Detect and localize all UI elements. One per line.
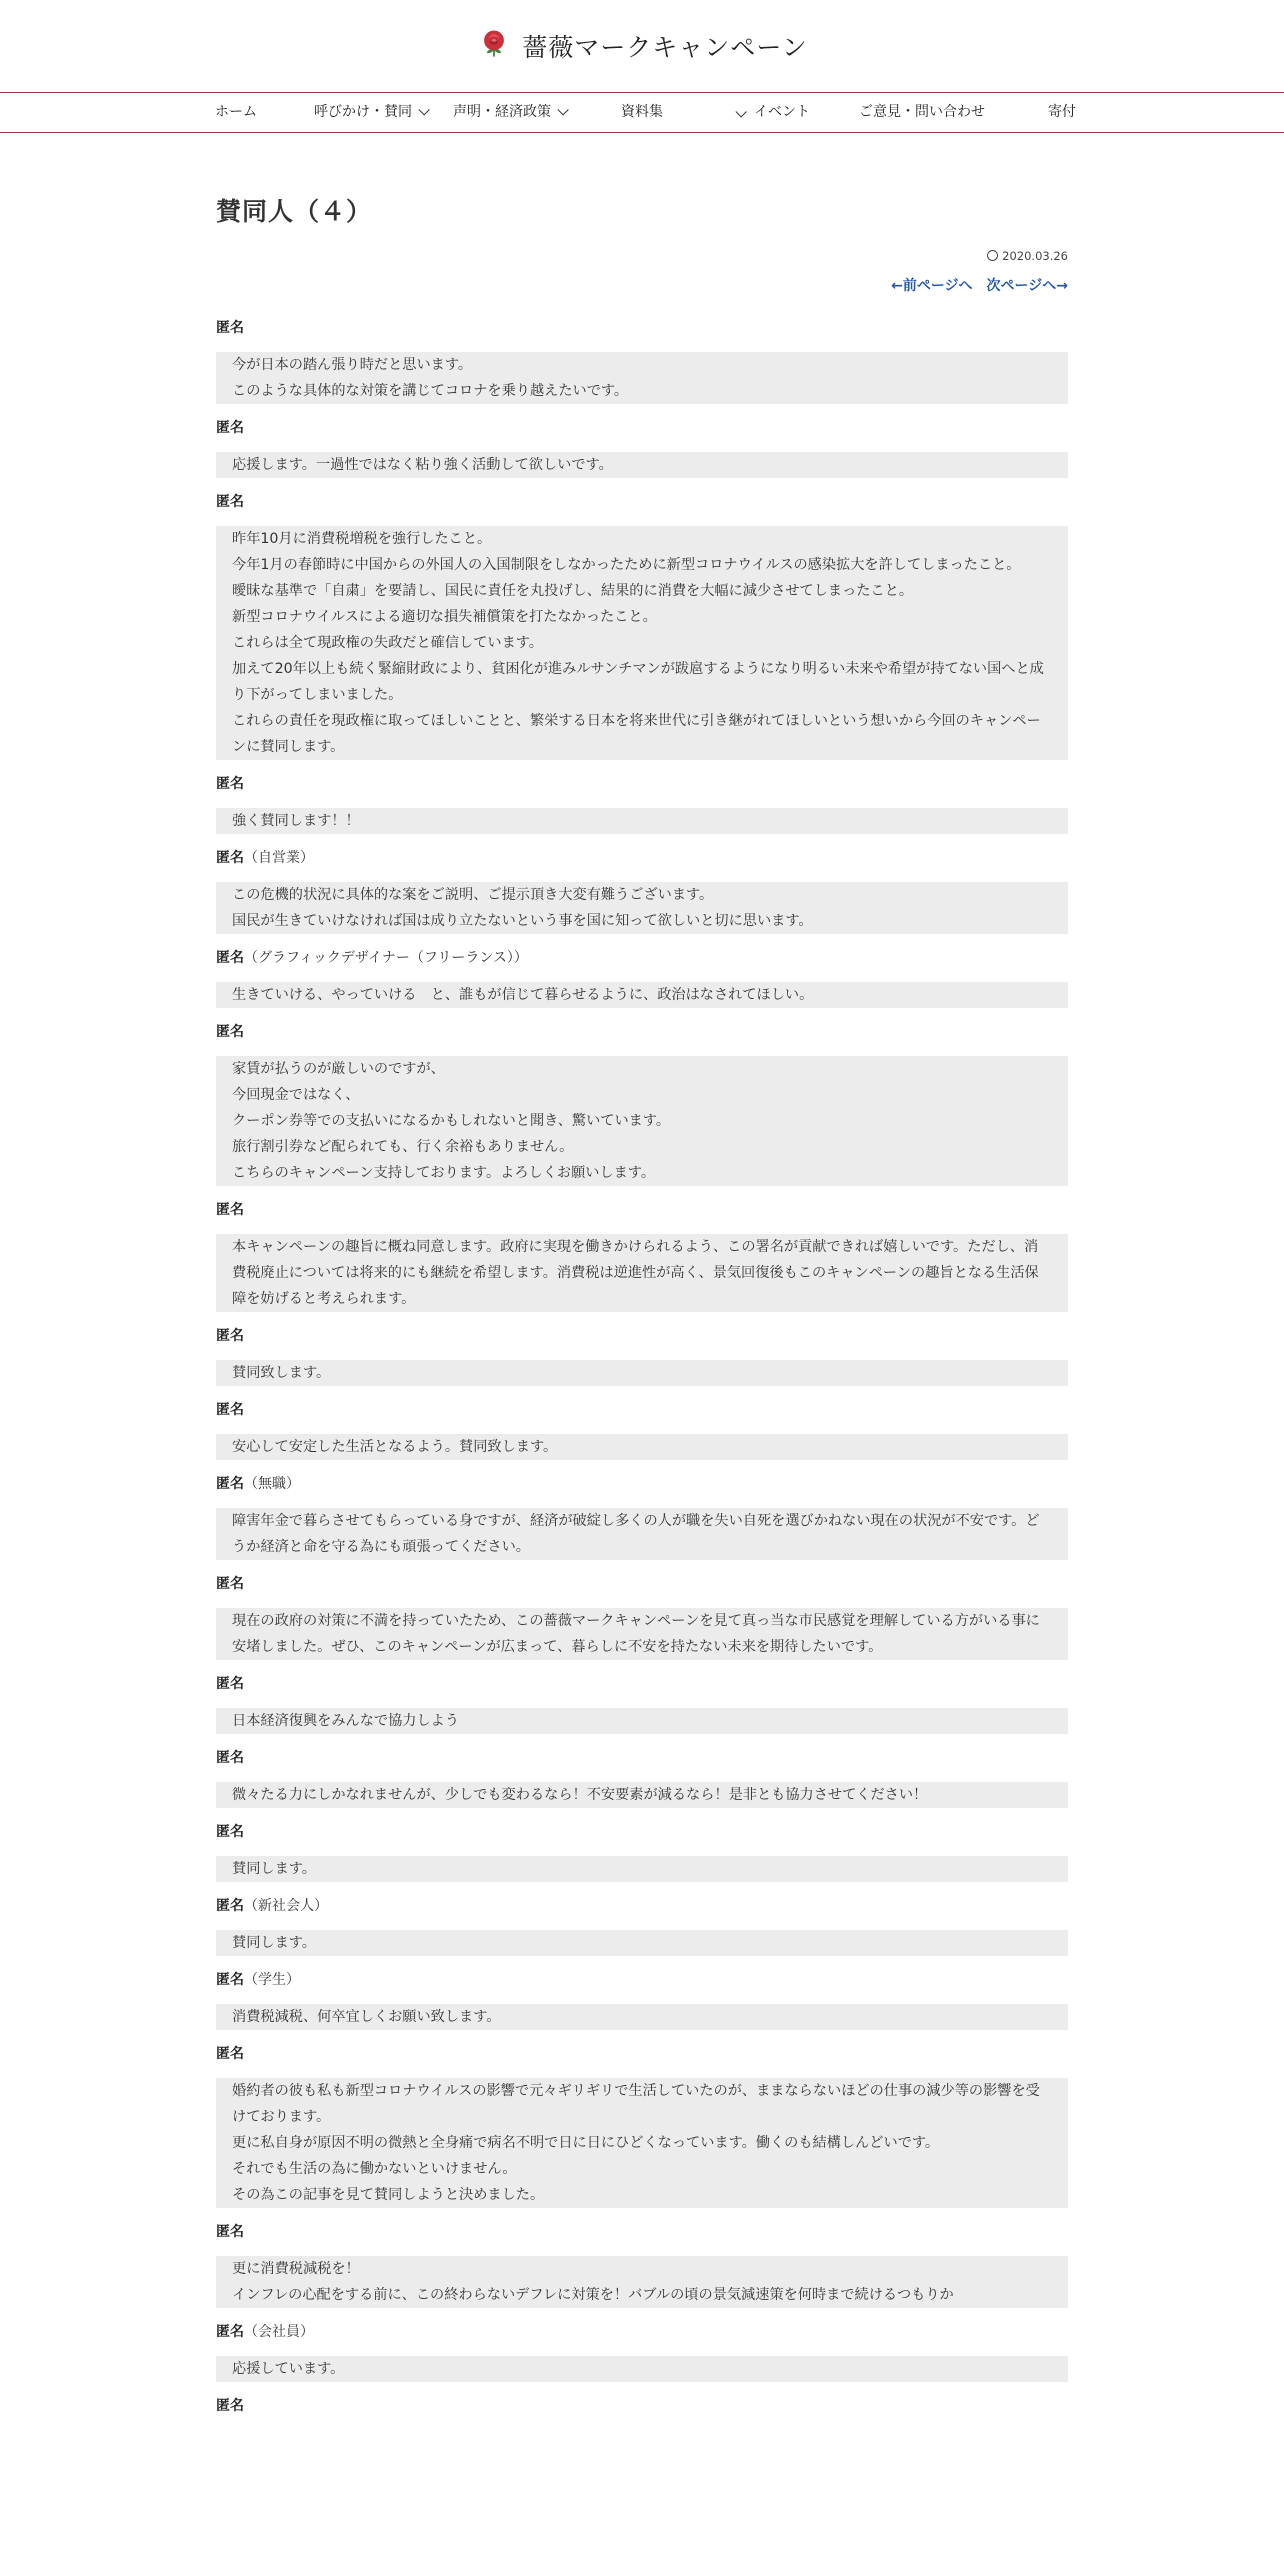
endorser-name-text: 匿名 <box>216 776 244 792</box>
endorser-name-text: 匿名 <box>216 420 244 436</box>
endorser-comment <box>216 2356 1068 2382</box>
nav-item-label: 寄付 <box>1048 104 1076 120</box>
list-item <box>216 770 1068 834</box>
chevron-down-icon <box>735 106 746 117</box>
comment-line: 日本経済復興をみんなで協力しよう <box>232 1713 460 1729</box>
endorser-name-text: 匿名 <box>216 2046 244 2062</box>
endorser-occupation: （自営業） <box>244 850 314 866</box>
endorser-name <box>216 1470 1068 1498</box>
endorser-name <box>216 414 1068 442</box>
endorser-name <box>216 1744 1068 1772</box>
comment-line: 昨年10月に消費税増税を強行したこと。 <box>232 531 492 547</box>
list-item <box>216 2318 1068 2382</box>
endorser-comment <box>216 452 1068 478</box>
endorser-list <box>216 314 1068 2420</box>
endorser-comment <box>216 982 1068 1008</box>
list-item <box>216 2392 1068 2420</box>
endorser-comment <box>216 882 1068 934</box>
comment-line: 消費税減税、何卒宜しくお願い致します。 <box>232 2009 501 2025</box>
comment-line: 応援します。一過性ではなく粘り強く活動して欲しいです。 <box>232 457 613 473</box>
nav-item-call-endorse[interactable] <box>314 93 426 132</box>
nav-item-label: ホーム <box>215 104 257 120</box>
site-logo[interactable] <box>476 26 808 66</box>
comment-line: 加えて20年以上も続く緊縮財政により、貧困化が進みルサンチマンが跋扈するようになり明るい未来や希望が持てない国へと成り下がってしまいました。 <box>232 661 1044 703</box>
nav-item-label: ご意見・問い合わせ <box>859 104 985 120</box>
nav-item-home[interactable] <box>215 93 257 132</box>
site-title: 薔薇マークキャンペーン <box>522 33 808 62</box>
endorser-name-text: 匿名 <box>216 1972 244 1988</box>
endorser-name <box>216 1322 1068 1350</box>
next-page-link[interactable]: 次ページへ→ <box>986 278 1068 294</box>
list-item <box>216 844 1068 934</box>
endorser-name-text: 匿名 <box>216 1576 244 1592</box>
endorser-name-text: 匿名 <box>216 1202 244 1218</box>
endorser-name-text: 匿名 <box>216 1476 244 1492</box>
list-item <box>216 2040 1068 2208</box>
comment-line: その為この記事を見て賛同しようと決めました。 <box>232 2187 545 2203</box>
nav-item-contact[interactable] <box>859 93 985 132</box>
clock-icon <box>987 250 998 261</box>
endorser-name <box>216 844 1068 872</box>
endorser-comment <box>216 1856 1068 1882</box>
endorser-comment <box>216 352 1068 404</box>
list-item <box>216 1396 1068 1460</box>
comment-line: 婚約者の彼も私も新型コロナウイルスの影響で元々ギリギリで生活していたのが、ままならないほどの仕事の減少等の影響を受けております。 <box>232 2083 1040 2125</box>
comment-line: 今が日本の踏ん張り時だと思います。 <box>232 357 473 373</box>
chevron-down-icon <box>418 104 429 115</box>
list-item <box>216 488 1068 760</box>
endorser-name <box>216 2218 1068 2246</box>
comment-line: 微々たる力にしかなれませんが、少しでも変わるなら！不安要素が減るなら！是非とも協力させてください！ <box>232 1787 928 1803</box>
endorser-name <box>216 2392 1068 2420</box>
list-item <box>216 1018 1068 1186</box>
comment-line: 今回現金ではなく、 <box>232 1087 360 1103</box>
comment-line: 生きていける、やっていける と、誰もが信じて暮らせるように、政治はなされてほしい。 <box>232 987 814 1003</box>
comment-line: 今年1月の春節時に中国からの外国人の入国制限をしなかったために新型コロナウイルスの感染拡大を許してしまったこと。 <box>232 557 1021 573</box>
comment-line: 賛同します。 <box>232 1935 316 1951</box>
nav-item-statements[interactable] <box>453 93 565 132</box>
comment-line: 本キャンペーンの趣旨に概ね同意します。政府に実現を働きかけられるよう、この署名が貢献できれば嬉しいです。ただし、消費税廃止については将来的にも継続を希望します。消費税は逆進性が高く、景気回復後もこのキャンペーンの趣旨となる生活保障を妨げると考えられます。 <box>232 1239 1039 1307</box>
endorser-comment <box>216 1508 1068 1560</box>
endorser-comment <box>216 1782 1068 1808</box>
endorser-name-text: 匿名 <box>216 1898 244 1914</box>
list-item <box>216 1322 1068 1386</box>
endorser-name <box>216 488 1068 516</box>
comment-line: これらは全て現政権の失政だと確信しています。 <box>232 635 543 651</box>
endorser-name-text: 匿名 <box>216 1676 244 1692</box>
nav-item-events[interactable] <box>754 93 810 132</box>
endorser-comment <box>216 526 1068 760</box>
endorser-name-text: 匿名 <box>216 1750 244 1766</box>
comment-line: 賛同致します。 <box>232 1365 331 1381</box>
prev-page-link[interactable]: ←前ページへ <box>891 278 973 294</box>
endorser-comment <box>216 1608 1068 1660</box>
endorser-comment <box>216 1056 1068 1186</box>
endorser-name <box>216 314 1068 342</box>
list-item <box>216 1818 1068 1882</box>
list-item <box>216 1570 1068 1660</box>
comment-line: 旅行割引券など配られても、行く余裕もありません。 <box>232 1139 574 1155</box>
comment-line: 更に私自身が原因不明の微熱と全身痛で病名不明で日に日にひどくなっています。働くのも結構しんどいです。 <box>232 2135 940 2151</box>
comment-line: このような具体的な対策を講じてコロナを乗り越えたいです。 <box>232 383 629 399</box>
endorser-name <box>216 770 1068 798</box>
endorser-name <box>216 2040 1068 2068</box>
endorser-name <box>216 1018 1068 1046</box>
comment-line: こちらのキャンペーン支持しております。よろしくお願いします。 <box>232 1165 656 1181</box>
comment-line: 賛同します。 <box>232 1861 316 1877</box>
post-date-text: 2020.03.26 <box>1002 249 1068 263</box>
comment-line: 国民が生きていけなければ国は成り立たないという事を国に知って欲しいと切に思います。 <box>232 913 813 929</box>
endorser-comment <box>216 2078 1068 2208</box>
comment-line: 障害年金で暮らさせてもらっている身ですが、経済が破綻し多くの人が職を失い自死を選びかねない現在の状況が不安です。どうか経済と命を守る為にも頑張ってください。 <box>232 1513 1040 1555</box>
endorser-name-text: 匿名 <box>216 2224 244 2240</box>
rose-icon <box>476 26 512 66</box>
endorser-name <box>216 1818 1068 1846</box>
endorser-name-text: 匿名 <box>216 320 244 336</box>
endorser-name-text: 匿名 <box>216 1824 244 1840</box>
endorser-name <box>216 1670 1068 1698</box>
nav-item-label: 資料集 <box>621 104 663 120</box>
endorser-comment <box>216 2004 1068 2030</box>
list-item <box>216 944 1068 1008</box>
nav-item-donate[interactable] <box>1048 93 1076 132</box>
endorser-occupation: （学生） <box>244 1972 300 1988</box>
endorser-comment <box>216 1930 1068 1956</box>
list-item <box>216 1892 1068 1956</box>
comment-line: 強く賛同します！！ <box>232 813 360 829</box>
list-item <box>216 414 1068 478</box>
endorser-occupation: （グラフィックデザイナー（フリーランス）） <box>244 950 528 966</box>
list-item <box>216 1744 1068 1808</box>
endorser-name-text: 匿名 <box>216 494 244 510</box>
endorser-comment <box>216 808 1068 834</box>
endorser-comment <box>216 1708 1068 1734</box>
endorser-name <box>216 1396 1068 1424</box>
endorser-name <box>216 944 1068 972</box>
nav-item-label: イベント <box>754 104 810 120</box>
endorser-name-text: 匿名 <box>216 1024 244 1040</box>
endorser-occupation: （無職） <box>244 1476 300 1492</box>
endorser-name-text: 匿名 <box>216 2398 244 2414</box>
comment-line: クーポン券等での支払いになるかもしれないと聞き、驚いています。 <box>232 1113 671 1129</box>
chevron-down-icon <box>557 104 568 115</box>
endorser-name-text: 匿名 <box>216 2324 244 2340</box>
endorser-comment <box>216 1234 1068 1312</box>
list-item <box>216 1670 1068 1734</box>
nav-item-label: 呼びかけ・賛同 <box>314 104 412 120</box>
pager <box>216 276 1068 296</box>
main-content <box>216 190 1068 2420</box>
list-item <box>216 1966 1068 2030</box>
endorser-name-text: 匿名 <box>216 850 244 866</box>
list-item <box>216 1470 1068 1560</box>
endorser-name <box>216 2318 1068 2346</box>
comment-line: これらの責任を現政権に取ってほしいことと、繁栄する日本を将来世代に引き継がれてほしいという想いから今回のキャンペーンに賛同します。 <box>232 713 1041 755</box>
post-date <box>216 248 1068 264</box>
comment-line: 現在の政府の対策に不満を持っていたため、この薔薇マークキャンペーンを見て真っ当な市民感覚を理解している方がいる事に安堵しました。ぜひ、このキャンペーンが広まって、暮らしに不安を持たない未来を期待したいです。 <box>232 1613 1040 1655</box>
endorser-name-text: 匿名 <box>216 1328 244 1344</box>
endorser-comment <box>216 1360 1068 1386</box>
list-item <box>216 314 1068 404</box>
nav-item-materials[interactable] <box>621 93 751 132</box>
global-nav <box>0 92 1284 133</box>
comment-line: インフレの心配をする前に、この終わらないデフレに対策を！バブルの頃の景気減速策を何時まで続けるつもりか <box>232 2287 954 2303</box>
endorser-name <box>216 1892 1068 1920</box>
endorser-name <box>216 1570 1068 1598</box>
comment-line: 更に消費税減税を！ <box>232 2261 360 2277</box>
comment-line: 応援しています。 <box>232 2361 345 2377</box>
comment-line: それでも生活の為に働かないといけません。 <box>232 2161 517 2177</box>
comment-line: この危機的状況に具体的な案をご説明、ご提示頂き大変有難うございます。 <box>232 887 714 903</box>
comment-line: 家賃が払うのが厳しいのですが、 <box>232 1061 445 1077</box>
nav-item-label: 声明・経済政策 <box>453 104 551 120</box>
comment-line: 曖昧な基準で「自粛」を要請し、国民に責任を丸投げし、結果的に消費を大幅に減少させてしまったこと。 <box>232 583 914 599</box>
list-item <box>216 1196 1068 1312</box>
endorser-occupation: （新社会人） <box>244 1898 328 1914</box>
comment-line: 新型コロナウイルスによる適切な損失補償策を打たなかったこと。 <box>232 609 657 625</box>
page-title: 賛同人（４） <box>216 197 373 226</box>
endorser-comment <box>216 1434 1068 1460</box>
endorser-comment <box>216 2256 1068 2308</box>
endorser-occupation: （会社員） <box>244 2324 314 2340</box>
endorser-name-text: 匿名 <box>216 950 244 966</box>
endorser-name <box>216 1966 1068 1994</box>
endorser-name-text: 匿名 <box>216 1402 244 1418</box>
list-item <box>216 2218 1068 2308</box>
comment-line: 安心して安定した生活となるよう。賛同致します。 <box>232 1439 558 1455</box>
endorser-name <box>216 1196 1068 1224</box>
site-header <box>0 0 1284 92</box>
